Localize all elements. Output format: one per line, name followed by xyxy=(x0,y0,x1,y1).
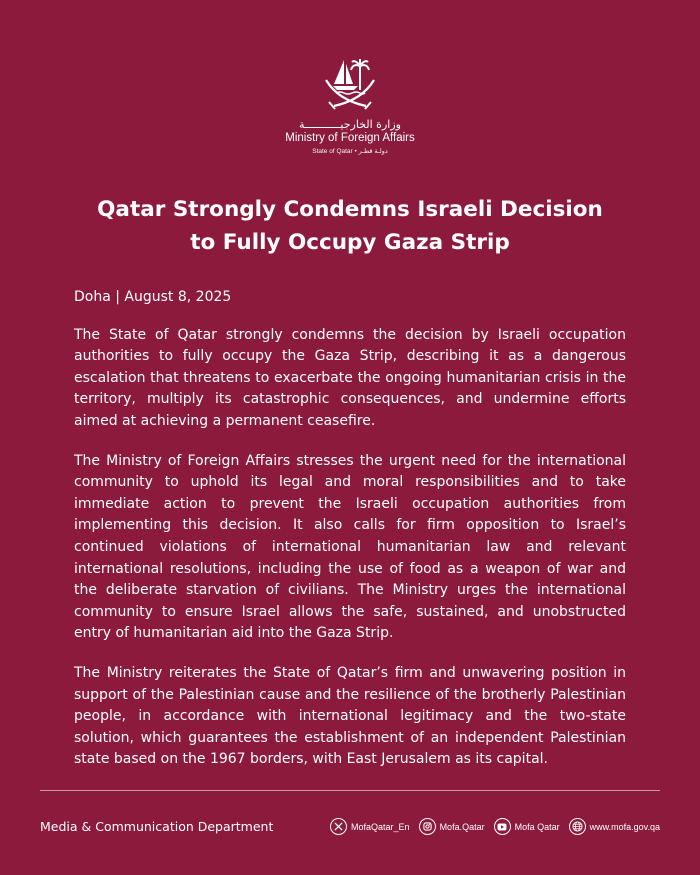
department-name: Media & Communication Department xyxy=(40,819,274,834)
paragraph: The State of Qatar strongly condemns the decision by Israeli occupation authorities to fully occupy the Gaza Strip, describing it as a dangerous escalation that threatens to exacerbate the ongoing humanitarian crisis in the territory, multiply its catastrophic consequences, and undermine efforts aimed at achieving a permanent ceasefire. xyxy=(74,326,626,429)
social-youtube[interactable] xyxy=(494,818,560,835)
ministry-name: Ministry of Foreign Affairs xyxy=(285,132,415,144)
social-links xyxy=(330,818,660,835)
paragraph: The Ministry reiterates the State of Qatar’s firm and unwavering position in support of the Palestinian cause and the resilience of the brotherly Palestinian people, in accordance with international legitimacy and the two-state solution, which guarantees the establishment of an independent Palestinian state based on the 1967 borders, with East Jerusalem as its capital. xyxy=(74,664,626,768)
title-line: Qatar Strongly Condemns Israeli Decision xyxy=(97,197,603,222)
page-title xyxy=(0,193,700,259)
state-line: State of Qatar • دولـة قطـر xyxy=(312,148,388,155)
footer xyxy=(40,818,660,835)
dateline: Doha | August 8, 2025 xyxy=(74,289,232,305)
social-label: Mofa.Qatar xyxy=(439,821,485,832)
statement-body xyxy=(74,287,626,789)
paragraph: The Ministry of Foreign Affairs stresses the urgent need for the international community to uphold its legal and moral responsibilities and to take immediate action to prevent the Israeli occupation authorities from implementing this decision. It also calls for firm opposition to Israel’s continued violations of international humanitarian law and relevant international resolutions, including the use of food as a weapon of war and the deliberate starvation of civilians. The Ministry urges the international community to ensure Israel allows the safe, sustained, and unobstructed entry of humanitarian aid into the Gaza Strip. xyxy=(74,452,626,642)
social-website[interactable] xyxy=(569,818,660,835)
social-x[interactable] xyxy=(330,818,410,835)
youtube-icon xyxy=(494,818,511,835)
ministry-name-arabic: وزارة الخارجيـــــــــــة xyxy=(299,118,401,131)
footer-divider xyxy=(40,790,660,791)
x-icon xyxy=(330,818,347,835)
qatar-emblem-icon xyxy=(322,54,378,110)
social-instagram[interactable] xyxy=(419,818,485,835)
social-label: www.mofa.gov.qa xyxy=(589,821,660,832)
ministry-logo xyxy=(0,54,700,155)
social-label: Mofa Qatar xyxy=(514,821,560,832)
social-label: MofaQatar_En xyxy=(351,821,410,832)
instagram-icon xyxy=(419,818,436,835)
globe-icon xyxy=(569,818,586,835)
title-line: to Fully Occupy Gaza Strip xyxy=(190,230,510,255)
